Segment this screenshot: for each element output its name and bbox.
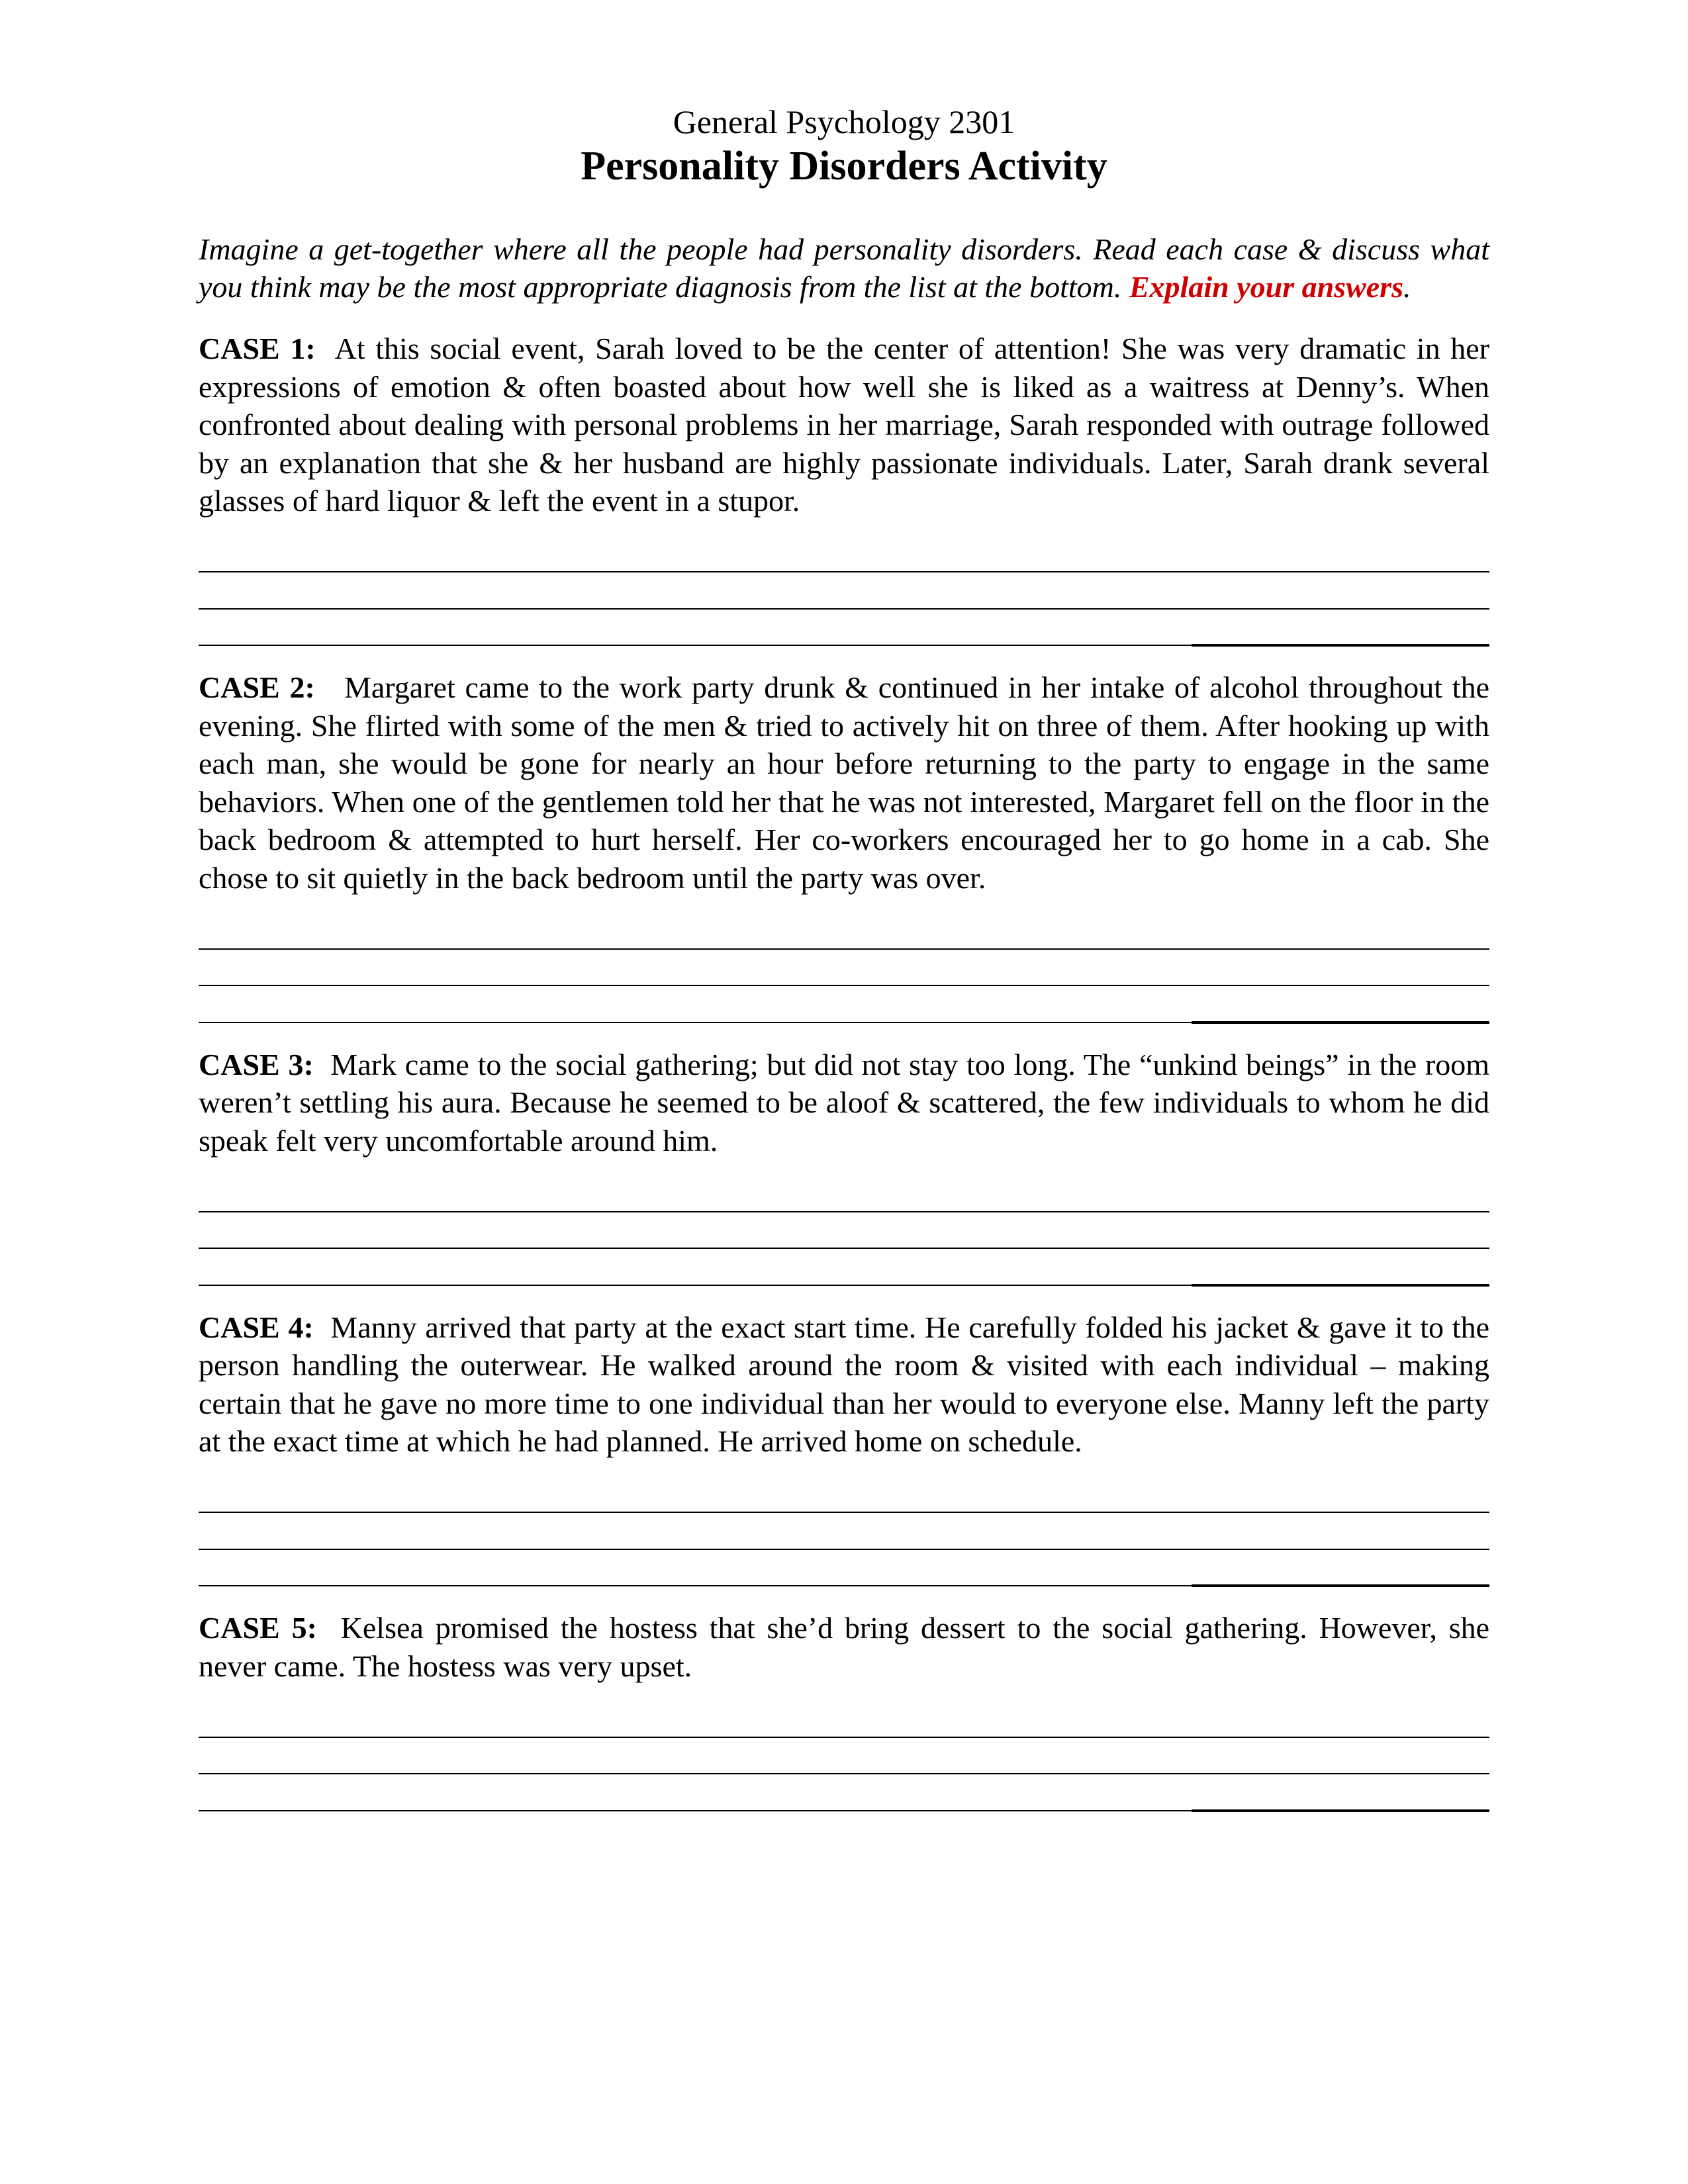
case-2-text: Margaret came to the work party drunk & continued in her intake of alcohol throughout the evening. She flirted with some of the men & tried to actively hit on three of them. After hooking up with each man, she would be gone for nearly an hour before returning to the party to engage in the same behaviors. When one of the gentlemen told her that he was not interested, Margaret fell on the floor in the back bedroom & attempted to hurt herself. Her co-workers encouraged her to go home in a cab. She chose to sit quietly in the back bedroom until the party was over. (199, 670, 1490, 895)
instructions-end: . (1403, 270, 1411, 304)
case-5 (199, 1609, 1489, 1685)
answer-line[interactable] (199, 1738, 1489, 1775)
answer-line[interactable] (199, 536, 1489, 573)
instructions (199, 230, 1489, 306)
page-title: Personality Disorders Activity (581, 144, 1107, 189)
case-1-answer-area[interactable] (199, 536, 1489, 647)
answer-line[interactable] (199, 1550, 1489, 1587)
answer-line[interactable] (199, 610, 1489, 647)
case-4-label: CASE 4: (199, 1310, 314, 1344)
answer-line[interactable] (199, 1212, 1489, 1250)
answer-line[interactable] (199, 1701, 1489, 1738)
answer-line[interactable] (199, 1477, 1489, 1514)
answer-line[interactable] (199, 986, 1489, 1023)
case-2 (199, 668, 1489, 897)
case-2-label: CASE 2: (199, 670, 315, 704)
worksheet-page (199, 93, 1489, 1811)
answer-line[interactable] (199, 572, 1489, 610)
instructions-emphasis: Explain your answers (1129, 270, 1403, 304)
case-2-answer-area[interactable] (199, 913, 1489, 1023)
case-3 (199, 1046, 1489, 1160)
answer-line[interactable] (199, 1513, 1489, 1550)
case-5-label: CASE 5: (199, 1611, 317, 1645)
answer-line[interactable] (199, 913, 1489, 950)
case-4-answer-area[interactable] (199, 1477, 1489, 1587)
case-1-text: At this social event, Sarah loved to be the center of attention! She was very dramatic in her expressions of emotion & often boasted about how well she is liked as a waitress at Denny’s. When confronted about dealing with personal problems in her marriage, Sarah responded with outrage followed by an explanation that she & her husband are highly passionate individuals. Later, Sarah drank several glasses of hard liquor & left the event in a stupor. (199, 332, 1489, 518)
case-1-label: CASE 1: (199, 332, 316, 365)
instructions-text: Imagine a get-together where all the people had personality disorders. Read each case & discuss what you think may be the most appropriate diagnosis from the list at the bottom. (199, 232, 1489, 304)
case-5-text: Kelsea promised the hostess that she’d bring dessert to the social gathering. However, she never came. The hostess was very upset. (199, 1611, 1490, 1683)
case-4-text: Manny arrived that party at the exact start time. He carefully folded his jacket & gave it to the person handling the outerwear. He walked around the room & visited with each individual – making certain that he gave no more time to one individual than her would to everyone else. Manny left the party at the exact time at which he had planned. He arrived home on schedule. (199, 1310, 1489, 1458)
answer-line[interactable] (199, 950, 1489, 987)
answer-line[interactable] (199, 1249, 1489, 1286)
case-5-answer-area[interactable] (199, 1701, 1489, 1811)
answer-line[interactable] (199, 1774, 1489, 1811)
case-3-text: Mark came to the social gathering; but did not stay too long. The “unkind beings” in the room weren’t settling his aura. Because he seemed to be aloof & scattered, the few individuals to whom he did speak felt very uncomfortable around him. (199, 1047, 1489, 1158)
course-title: General Psychology 2301 (673, 103, 1015, 140)
case-3-label: CASE 3: (199, 1047, 314, 1081)
answer-line[interactable] (199, 1175, 1489, 1212)
case-3-answer-area[interactable] (199, 1175, 1489, 1286)
case-1 (199, 330, 1489, 520)
case-4 (199, 1308, 1489, 1461)
